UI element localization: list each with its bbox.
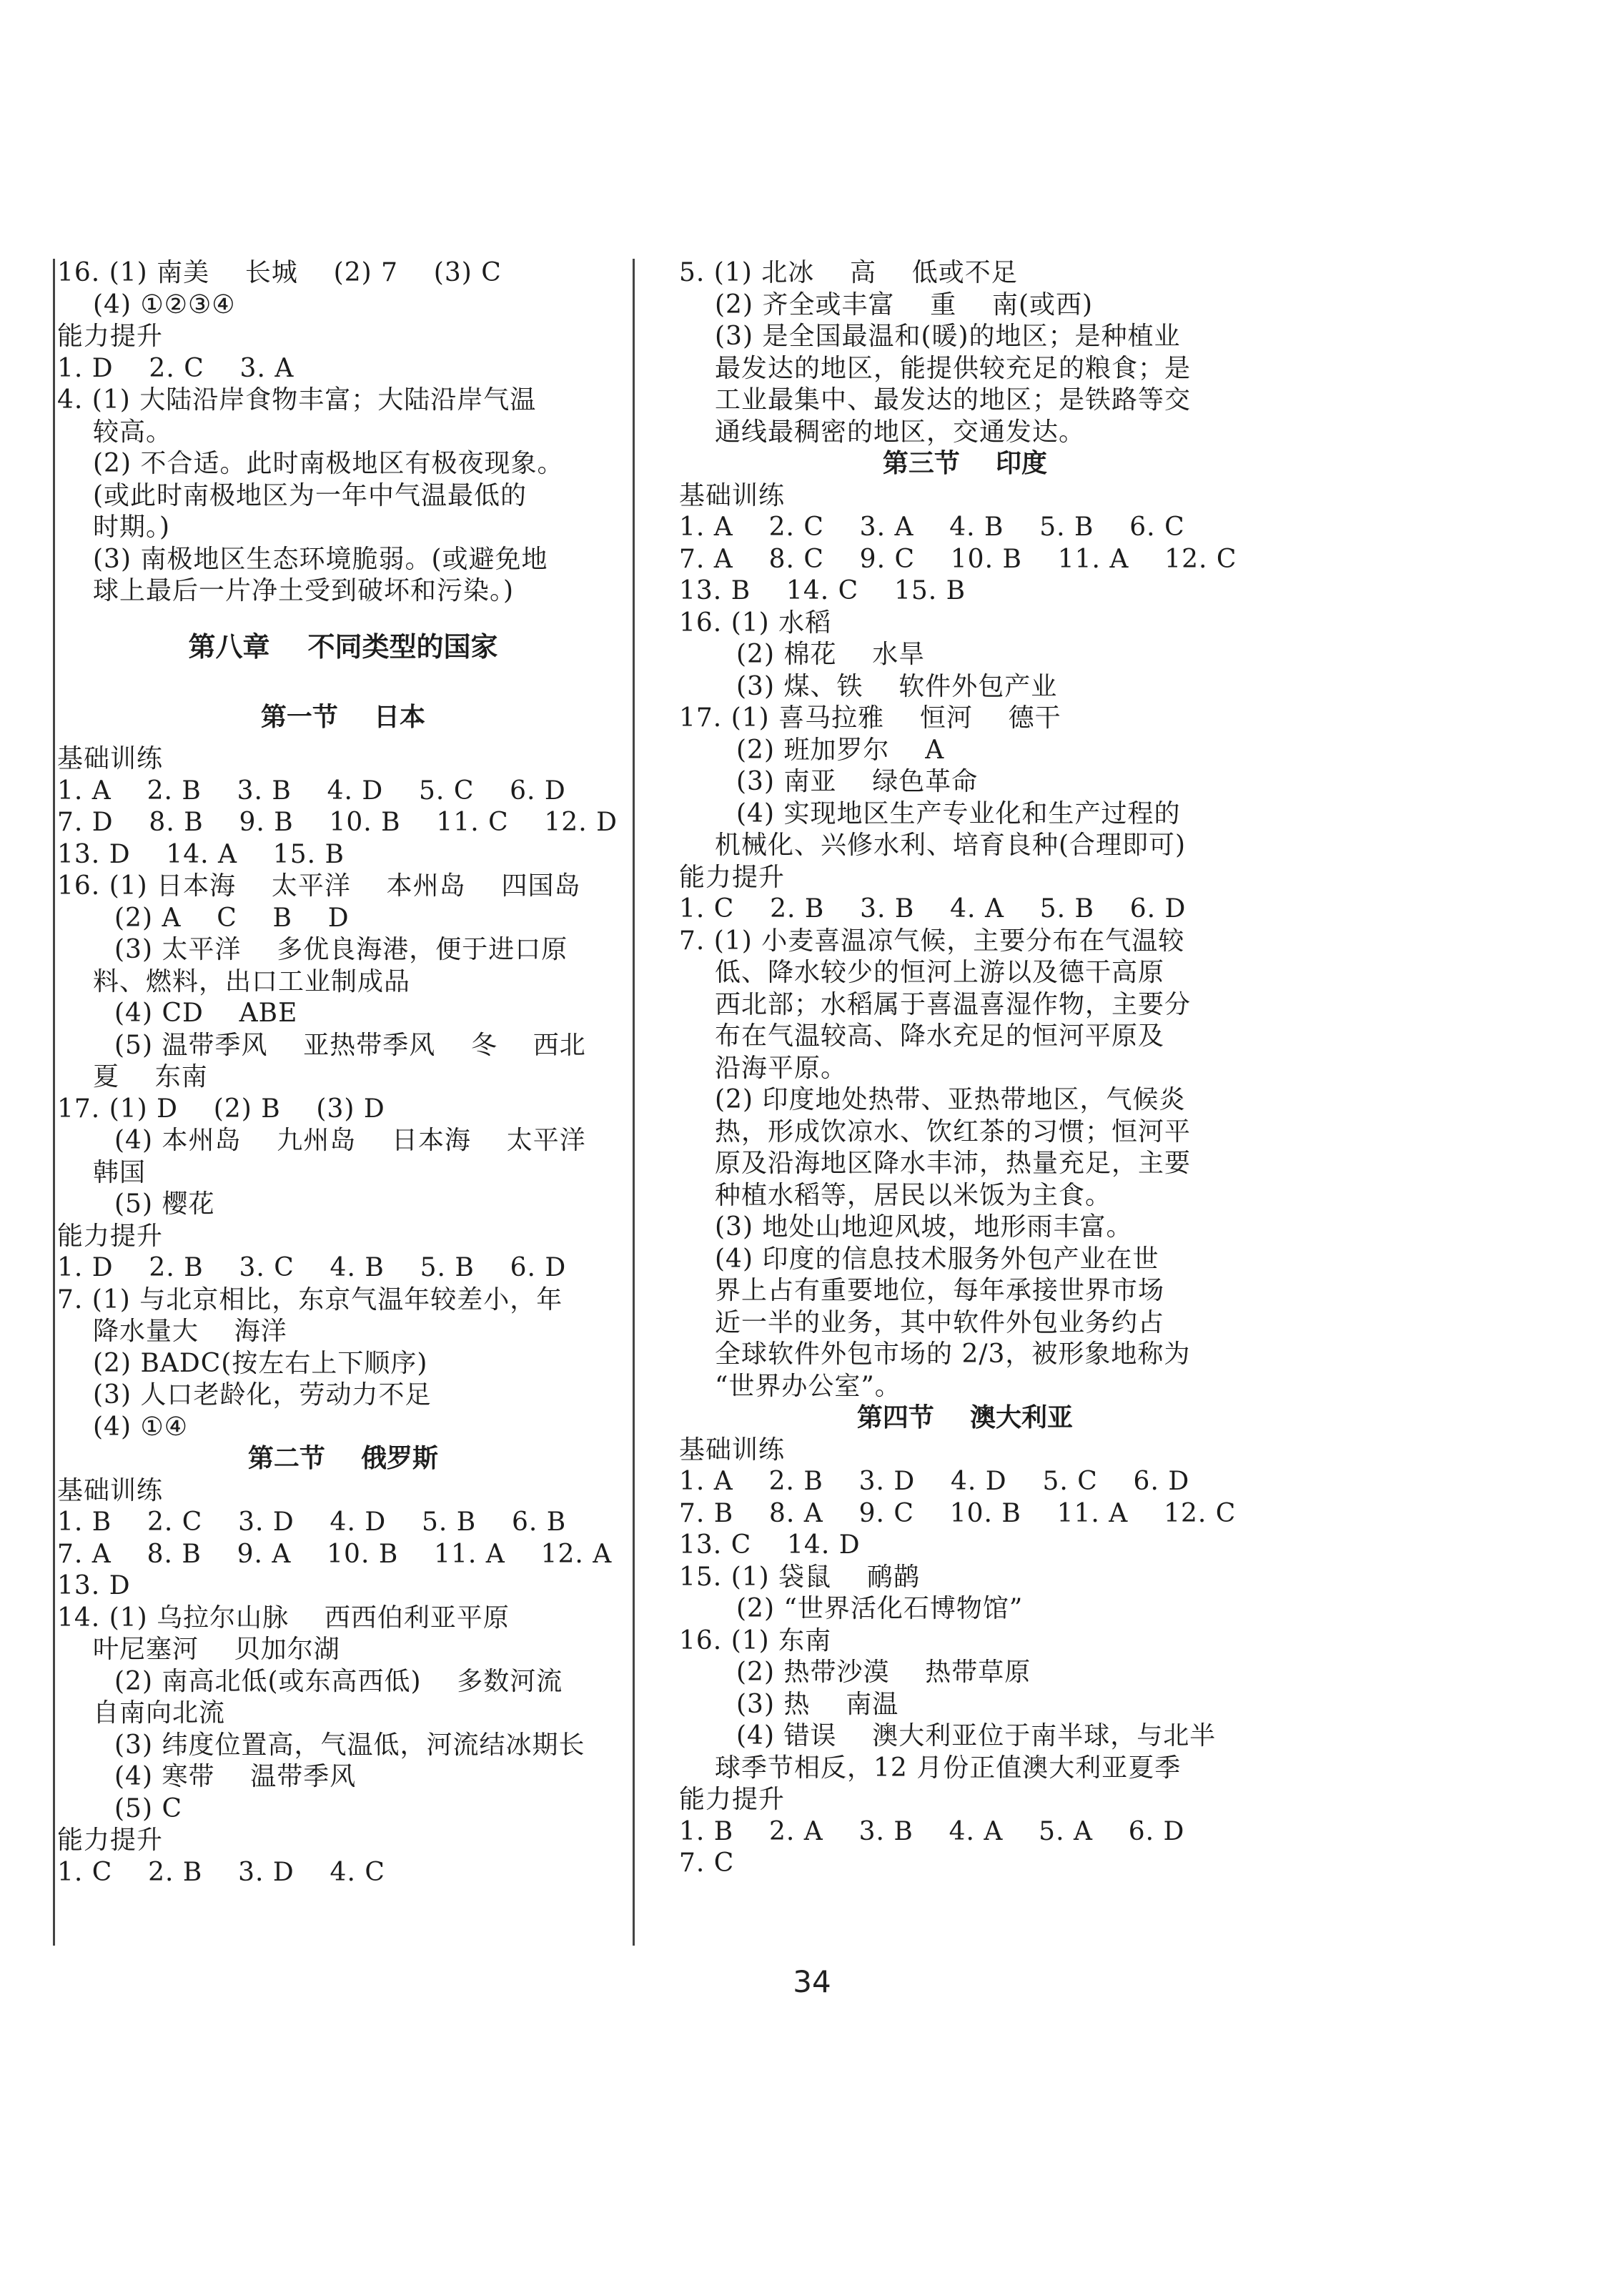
answer-line: (2) “世界活化石博物馆” [736, 1594, 1024, 1623]
answer-line: 时期。) [93, 512, 171, 542]
answer-line: 5. (1) 北冰 高 低或不足 [679, 258, 1018, 287]
answer-line: 1. A 2. B 3. D 4. D 5. C 6. D [679, 1467, 1190, 1496]
answer-line: (2) 不合适。此时南极地区有极夜现象。 [93, 449, 564, 478]
answer-line: 界上占有重要地位，每年承接世界市场 [715, 1276, 1165, 1305]
subheading-ability: 能力提升 [57, 1826, 164, 1855]
answer-line: 1. B 2. A 3. B 4. A 5. A 6. D [679, 1816, 1185, 1846]
answer-line: (4) 实现地区生产专业化和生产过程的 [736, 798, 1181, 828]
answer-line: (4) 印度的信息技术服务外包产业在世 [715, 1244, 1159, 1274]
answer-line: (4) ①④ [93, 1412, 188, 1442]
answer-line: 热，形成饮凉水、饮红茶的习惯；恒河平 [715, 1116, 1192, 1147]
left-column [57, 257, 629, 1966]
answer-line: 13. B 14. C 15. B [679, 576, 966, 605]
answer-line: 16. (1) 日本海 太平洋 本州岛 四国岛 [57, 871, 581, 901]
answer-line: 料、燃料，出口工业制成品 [93, 966, 411, 996]
section-title-russia: 第二节 俄罗斯 [247, 1444, 439, 1473]
answer-line: 1. A 2. B 3. B 4. D 5. C 6. D [57, 776, 566, 806]
answer-line: “世界办公室”。 [715, 1371, 901, 1401]
answer-line: (2) 棉花 水旱 [736, 640, 926, 669]
answer-line: (3) 是全国最温和(暖)的地区；是种植业 [715, 322, 1181, 351]
answer-line: (3) 人口老龄化，劳动力不足 [93, 1380, 432, 1410]
answer-line: 近一半的业务，其中软件外包业务约占 [715, 1307, 1165, 1337]
subheading-ability: 能力提升 [57, 322, 164, 351]
answer-line: 叶尼塞河 贝加尔湖 [93, 1635, 340, 1664]
subheading-ability: 能力提升 [679, 1785, 786, 1814]
answer-line: (3) 太平洋 多优良海港，便于进口原 [114, 935, 568, 964]
answer-line: 沿海平原。 [715, 1053, 848, 1083]
answer-line: 13. C 14. D [679, 1530, 861, 1560]
section-title-australia: 第四节 澳大利亚 [856, 1403, 1074, 1432]
answer-line: 7. A 8. C 9. C 10. B 11. A 12. C [679, 544, 1237, 574]
answer-line: (5) 樱花 [114, 1189, 215, 1219]
answer-line: 17. (1) D (2) B (3) D [57, 1094, 385, 1124]
subheading-ability: 能力提升 [57, 1221, 164, 1251]
answer-line: 15. (1) 袋鼠 鸸鹋 [679, 1562, 920, 1592]
answer-line: 布在气温较高、降水充足的恒河平原及 [715, 1021, 1165, 1051]
subheading-basic: 基础训练 [57, 1475, 164, 1505]
answer-line: 17. (1) 喜马拉雅 恒河 德干 [679, 703, 1061, 733]
answer-line: 自南向北流 [93, 1698, 226, 1728]
answer-line: 球上最后一片净土受到破坏和污染。) [93, 576, 515, 605]
answer-line: (3) 南极地区生态环境脆弱。(或避免地 [93, 544, 548, 574]
answer-line: 种植水稻等，居民以米饭为主食。 [715, 1180, 1112, 1210]
answer-line: (2) 班加罗尔 A [736, 735, 945, 765]
answer-line: (2) A C B D [114, 903, 350, 933]
answer-line: 夏 东南 [93, 1062, 208, 1091]
answer-line: (4) 错误 澳大利亚位于南半球，与北半 [736, 1721, 1217, 1750]
subheading-basic: 基础训练 [57, 744, 164, 773]
answer-line: (3) 南亚 绿色革命 [736, 767, 979, 796]
answer-line: 通线最稠密的地区，交通发达。 [715, 417, 1086, 447]
answer-line: (3) 地处山地迎风坡，地形雨丰富。 [715, 1212, 1133, 1242]
answer-line: 1. C 2. B 3. B 4. A 5. B 6. D [679, 894, 1187, 923]
page-number: 34 [793, 1964, 831, 1999]
answer-line: 球季节相反，12 月份正值澳大利亚夏季 [715, 1753, 1182, 1783]
answer-line: (4) ①②③④ [93, 289, 236, 320]
chapter-title: 第八章 不同类型的国家 [188, 630, 498, 663]
subheading-basic: 基础训练 [679, 1435, 786, 1465]
answer-line: 4. (1) 大陆沿岸食物丰富；大陆沿岸气温 [57, 385, 537, 415]
left-margin-rule [53, 259, 55, 1946]
answer-line: (3) 煤、铁 软件外包产业 [736, 671, 1058, 701]
answer-line: 16. (1) 南美 长城 (2) 7 (3) C [57, 258, 502, 287]
answer-line: 工业最集中、最发达的地区；是铁路等交 [715, 385, 1192, 415]
answer-line: 最发达的地区，能提供较充足的粮食；是 [715, 353, 1192, 383]
answer-line: 7. (1) 小麦喜温凉气候，主要分布在气温较 [679, 926, 1185, 956]
answer-line: (3) 纬度位置高，气温低，河流结冰期长 [114, 1730, 585, 1760]
answer-line: 较高。 [93, 417, 173, 447]
answer-line: 机械化、兴修水利、培育良种(合理即可) [715, 831, 1187, 860]
answer-line: (4) CD ABE [114, 999, 298, 1028]
subheading-ability: 能力提升 [679, 862, 786, 892]
answer-line: 16. (1) 水稻 [679, 608, 832, 638]
answer-line: (4) 本州岛 九州岛 日本海 太平洋 [114, 1126, 586, 1155]
answer-line: (2) BADC(按左右上下顺序) [93, 1348, 428, 1378]
answer-line: 原及沿海地区降水丰沛，热量充足，主要 [715, 1149, 1192, 1178]
answer-line: 14. (1) 乌拉尔山脉 西西伯利亚平原 [57, 1603, 510, 1633]
answer-line: (或此时南极地区为一年中气温最低的 [93, 480, 528, 510]
answer-line: 7. A 8. B 9. A 10. B 11. A 12. A [57, 1539, 613, 1569]
answer-line: (5) C [114, 1793, 182, 1823]
answer-line: 1. C 2. B 3. D 4. C [57, 1857, 385, 1887]
answer-line: 韩国 [93, 1157, 147, 1187]
answer-line: 降水量大 海洋 [93, 1317, 287, 1346]
answer-line: 7. (1) 与北京相比，东京气温年较差小，年 [57, 1284, 563, 1314]
answer-line: 低、降水较少的恒河上游以及德干高原 [715, 958, 1165, 987]
answer-line: 7. D 8. B 9. B 10. B 11. C 12. D [57, 808, 618, 837]
answer-line: (5) 温带季风 亚热带季风 冬 西北 [114, 1030, 586, 1060]
answer-line: (2) 齐全或丰富 重 南(或西) [715, 289, 1094, 320]
answer-line: (2) 热带沙漠 热带草原 [736, 1658, 1031, 1687]
answer-line: (2) 南高北低(或东高西低) 多数河流 [114, 1666, 563, 1696]
answer-line: 西北部；水稻属于喜温喜湿作物，主要分 [715, 989, 1192, 1019]
section-title-india: 第三节 印度 [882, 449, 1048, 478]
answer-line: 7. C [679, 1848, 735, 1878]
answer-line: (3) 热 南温 [736, 1689, 899, 1719]
answer-line: 1. D 2. B 3. C 4. B 5. B 6. D [57, 1253, 567, 1282]
answer-line: 16. (1) 东南 [679, 1625, 832, 1655]
right-column [679, 257, 1251, 1966]
subheading-basic: 基础训练 [679, 480, 786, 510]
answer-line: 13. D [57, 1571, 131, 1600]
section-title-japan: 第一节 日本 [260, 702, 426, 732]
column-divider [633, 259, 635, 1946]
answer-line: 1. A 2. C 3. A 4. B 5. B 6. C [679, 512, 1185, 542]
answer-line: (2) 印度地处热带、亚热带地区，气候炎 [715, 1085, 1186, 1114]
answer-line: 1. B 2. C 3. D 4. D 5. B 6. B [57, 1507, 567, 1537]
answer-line: 13. D 14. A 15. B [57, 839, 345, 869]
answer-line: 1. D 2. C 3. A [57, 353, 294, 383]
answer-line: 全球软件外包市场的 2/3，被形象地称为 [715, 1339, 1191, 1369]
answer-line: (4) 寒带 温带季风 [114, 1762, 357, 1791]
answer-line: 7. B 8. A 9. C 10. B 11. A 12. C [679, 1498, 1237, 1528]
